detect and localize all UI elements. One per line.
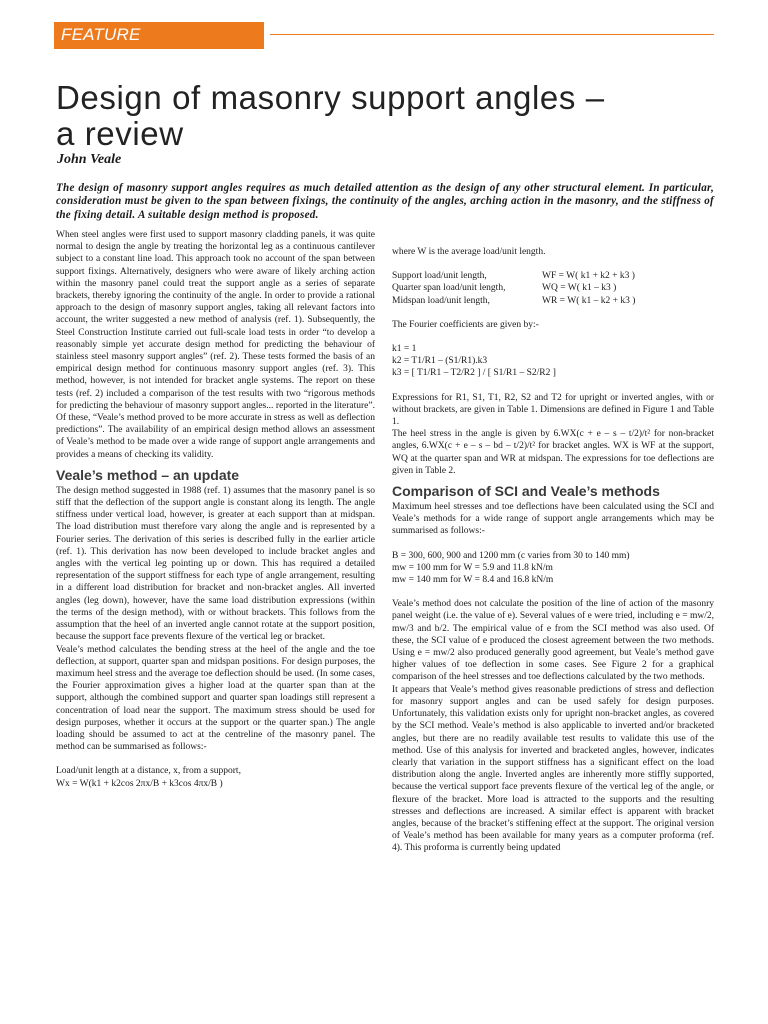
section-label: FEATURE (61, 25, 141, 44)
load-formula: Wx = W(k1 + k2cos 2πx/B + k3cos 4πx/B ) (56, 778, 223, 789)
author-name: John Veale (57, 152, 122, 167)
heading-comparison: Comparison of SCI and Veale’s methods (392, 483, 660, 500)
param-b: B = 300, 600, 900 and 1200 mm (c varies from 30 to 140 mm) (392, 550, 630, 561)
param-mw-100: mw = 100 mm for W = 5.9 and 11.8 kN/m (392, 562, 553, 573)
coefficient-k1: k1 = 1 (392, 344, 417, 355)
feature-banner (54, 22, 264, 49)
paragraph-position: Veale’s method does not calculate the position of the line of action of the masonry panel weight (i.e. the value of e). Several values of e were tried, including e = mw/2, mw/3 and b/2. The empirical value of e from the SCI method was also used. Of these, the SCI value of e produced the closest agreement between the two methods. Using e = mw/2 also produced generally good agreement, but Veale’s method gave higher values of toe deflection in some cases. See Figure 2 for a graphical comparison of the heel stresses and toe deflections calculated by the two methods. (392, 599, 714, 683)
header-rule (270, 34, 714, 35)
paragraph-heel-stress: The heel stress in the angle is given by 6.WX(c + e – s – t/2)/t² for non-bracket angles, 6.WX(c + e – s – bd – t/2)/t² for bracket angles. WX is WF at the support, WQ at the quarter span and WR at midspan. The expressions for toe deflections are given in Table 2. (392, 429, 714, 476)
paragraph-update: The design method suggested in 1988 (ref. 1) assumes that the masonry panel is so stiff that the deflection of the support angle is constant along its length. The angle stiffness under vertical load, however, is greater at each support than at midspan. The load distribution must therefore vary along the angle and is represented by a Fourier series. The derivation of this series is described fully in the earlier article (ref. 1). This derivation has now been developed to include bracket angles and angles with the vertical leg pointing up or down. This has required a detailed representation of the support stiffness for each type of angle arrangement, resulting in a different load distribution for bracket and non-bracket angles. All inverted angles (leg down), however, have the same load distribution expressions (within the terms of the design method), with or without brackets. This follows from the assumption that the heel of an inverted angle cannot rotate at the support position, because the support face prevents flexure of the vertical leg or bracket. (56, 485, 375, 643)
heading-update: Veale’s method – an update (56, 466, 240, 483)
load-line: Load/unit length at a distance, x, from a support, (56, 766, 241, 777)
title-line-1: Design of masonry support angles – (56, 79, 605, 116)
where-line: where W is the average load/unit length. (392, 247, 546, 257)
coefficient-k2: k2 = T1/R1 – (S1/R1).k3 (392, 356, 488, 367)
paragraph-comparison: Maximum heel stresses and toe deflections have been calculated using the SCI and Veale’s methods for a wide range of support angle arrangements which may be summarised as follows:- (392, 502, 714, 537)
paragraph-method: Veale’s method calculates the bending stress at the heel of the angle and the toe deflection, at support, quarter span and midspan positions. For design purposes, the maximum heel stress and the average toe deflection should be used. (In some cases, the Fourier approximation gives a higher load at the quarter span than at the support, although the combined support and quarter span loadings still represent a concentration of load near the support. The maximum stress should be used for design purposes, whether it occurs at the support or the quarter span.) The angle loading should be assumed to act at the centreline of the masonry panel. The method can be summarised as follows:- (56, 644, 375, 753)
fourier-intro: The Fourier coefficients are given by:- (392, 319, 539, 330)
paragraph-intro: When steel angles were first used to support masonry cladding panels, it was quite normal to design the angle by treating the horizontal leg as a continuous cantilever subject to a constant line load. This approach took no account of the span between support fixings. Alternatively, designers who were aware of likely arching action within the masonry panel could treat the support angle as a series of separate brackets, thereby ignoring the continuity of the angle. In order to provide a rational approach to the design of masonry support angles, taking all relevant factors into account, the writer suggested a new method of analysis (ref. 1). Subsequently, the Steel Construction Institute carried out full-scale load tests in order “to develop a reasonably simple yet accurate design method for predicting the behaviour of stainless steel masonry support angles” (ref. 2). These tests formed the basis of an empirical design method for continuous masonry support angles (ref. 3). This method, however, is not intended for bracket angle systems. The report on these tests (ref. 2) included a comparison of the test results with two “rigorous methods for predicting the behaviour of masonry support angles... reported in the literature”. Of these, “Veale’s method proved to be more accurate in stress as well as deflection predictions”. The availability of an empirical design method allows an assessment of Veale’s method to be made over a wide range of support angle arrangements and provides a means of checking its validity. (56, 230, 375, 460)
right-column (392, 246, 714, 855)
paragraph-expressions: Expressions for R1, S1, T1, R2, S2 and T2 for upright or inverted angles, with or without brackets, are given in Table 1. Dimensions are defined in Figure 1 and Table 1. (392, 392, 714, 428)
load-row-midspan: Midspan load/unit length, WR = W( k1 – k2 + k3 ) (392, 295, 636, 306)
article-title (56, 80, 716, 152)
title-line-2: a review (56, 115, 184, 152)
left-column (56, 229, 375, 790)
load-row-support: Support load/unit length, WF = W( k1 + k2 + k3 ) (392, 271, 635, 282)
load-row-quarter: Quarter span load/unit length, WQ = W( k1 – k3 ) (392, 283, 617, 294)
paragraph-conclusion: It appears that Veale’s method gives reasonable predictions of stress and deflection for masonry support angles and can be used safely for design purposes. Unfortunately, this validation exists only for upright non-bracket angles, as covered by the SCI method. Veale’s method is also applicable to inverted and/or bracketed angles, but there are no readily available test results to validate this use of the method. Use of this analysis for inverted and bracketed angles, however, indicates clearly that variation in the support stiffness has a significant effect on the load distribution along the angle. Inverted angles are inherently more stiffly supported, because the vertical support face prevents flexure of the vertical leg of the angle, or flexure of the bracket. More load is attracted to the supports and the resulting stresses and deflections are increased. A similar effect is apparent with bracket angles, because of the bracket’s stiffening effect at the support. The original version of Veale’s method has been available for many years as a computer proforma (ref. 4). This proforma is currently being updated (392, 684, 714, 854)
param-mw-140: mw = 140 mm for W = 8.4 and 16.8 kN/m (392, 575, 554, 586)
coefficient-k3: k3 = [ T1/R1 – T2/R2 ] / [ S1/R1 – S2/R2 ] (392, 368, 556, 379)
abstract: The design of masonry support angles requires as much detailed attention as the design of any other structural element. In particular, consideration must be given to the span between fixings, the continuity of the angles, arching action in the masonry, and the stiffness of the fixing detail. A suitable design method is proposed. (56, 182, 714, 221)
